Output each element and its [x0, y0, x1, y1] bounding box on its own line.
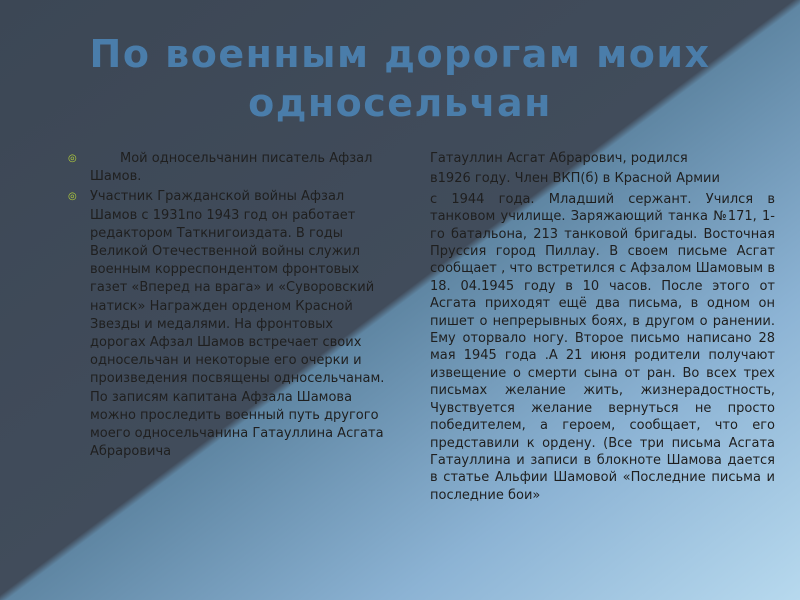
right-paragraph: с 1944 года. Младший сержант. Учился в танковом училище. Заряжающий танка №171, 1-го батальона, 213 танковой бригады. Восточная Пруссия город Пиллау. В своем письме Асгат сообщает , что встретился с Афзалом Шамовым в 18. 04.1945 году в 10 часов. После этого от Асгата приходят ещё два письма, в одном он пишет о непрерывных боях, в другом о ранении. Ему оторвало ногу. Второе письмо написано 28 мая 1945 года .А 21 июня родители получают извещение о смерти сына от ран. Во всех трех письмах желание жить, жизнерадостность, Чувствуется желание вернуться не просто победителем, а героем, сообщает, что его представили к ордену. (Все три письма Асгата Гатауллина и записи в блокноте Шамова дается в статье Альфии Шамовой «Последние письма и последние бои»: [430, 191, 775, 503]
right-paragraph: в1926 году. Член ВКП(б) в Красной Армии: [430, 171, 720, 187]
right-column: [430, 150, 775, 507]
list-item: [40, 150, 385, 186]
list-item-text: Участник Гражданской войны Афзал Шамов с 1931по 1943 год он работает редактором Таткнигоиздата. В годы Великой Отечественной войны служил военным корреспондентом фронтовых газет «Вперед на врага» и «Суворовский натиск» Награжден орденом Красной Звезды и медалями. На фронтовых дорогах Афзал Шамов встречает своих односельчан и некоторые его очерки и произведения посвящены односельчанам. По записям капитана Афзала Шамова можно проследить военный путь другого моего односельчанина Гатауллина Асгата Абраровича: [90, 189, 385, 460]
list-item: [40, 188, 385, 461]
list-item-text: Мой односельчанин писатель Афзал Шамов.: [90, 151, 373, 185]
bullet-icon: ◎: [68, 153, 77, 164]
left-column: [40, 150, 385, 463]
bullet-icon: ◎: [68, 191, 77, 203]
right-paragraph: Гатауллин Асгат Абрарович, родился: [430, 151, 688, 166]
slide-title: По военным дорогам моих односельчан: [89, 32, 711, 125]
